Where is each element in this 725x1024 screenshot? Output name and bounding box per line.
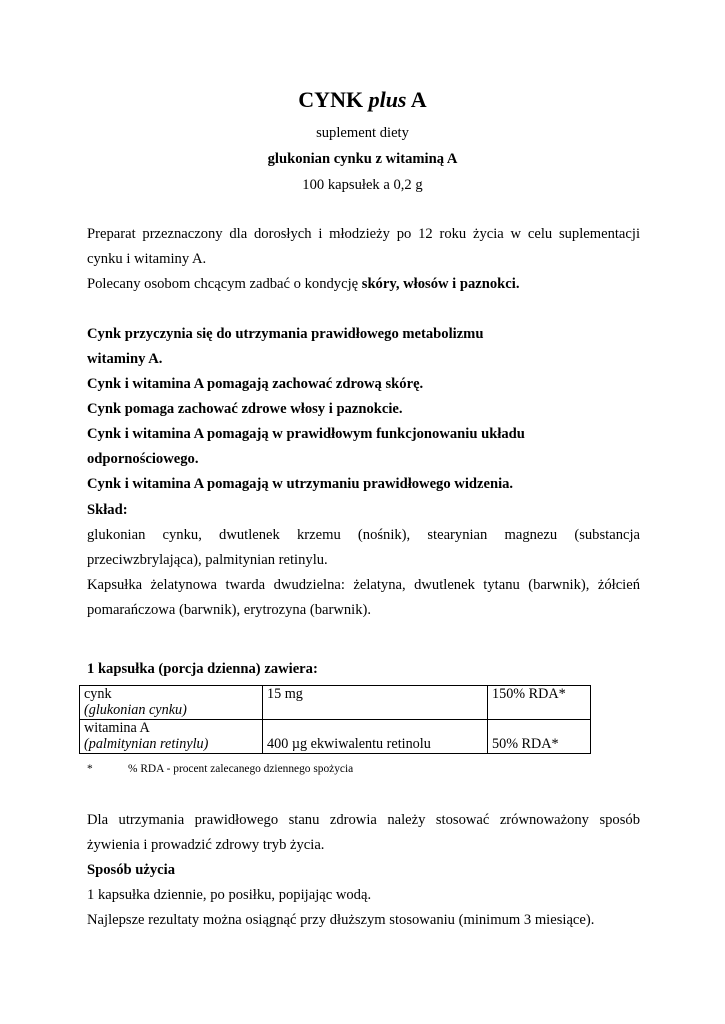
intro-recommendation: Polecany osobom chcącym zadbać o kondycję skóry, włosów i paznokci. xyxy=(87,276,520,292)
rda-cell: 150% RDA* xyxy=(488,686,591,720)
table-row xyxy=(80,686,591,720)
title-italic-word: plus xyxy=(368,87,407,112)
ingredient-cell: witamina A (palmitynian retinylu) xyxy=(80,720,263,754)
health-claims xyxy=(87,322,532,497)
package-info: 100 kapsułek a 0,2 g xyxy=(302,177,423,193)
amount-cell: 400 µg ekwiwalentu retinolu xyxy=(263,720,488,754)
dose-table xyxy=(79,685,591,754)
amount-cell: 15 mg xyxy=(263,686,488,720)
dose-heading: 1 kapsułka (porcja dzienna) zawiera: xyxy=(87,661,318,677)
rda-footnote: * % RDA - procent zalecanego dziennego spożycia xyxy=(87,763,354,775)
claim-item: Cynk i witamina A pomagają w utrzymaniu prawidłowego widzenia. xyxy=(87,476,514,492)
intro-paragraph: Preparat przeznaczony dla dorosłych i młodzieży po 12 roku życia w celu suplementacji cynku i witaminy A. xyxy=(87,226,640,267)
claim-item: Cynk przyczynia się do utrzymania prawidłowego metabolizmu witaminy A. xyxy=(87,326,484,367)
composition-paragraph: glukonian cynku, dwutlenek krzemu (nośnik), stearynian magnezu (substancja przeciwzbrylająca), palmitynian retinylu. xyxy=(87,527,640,568)
table-row xyxy=(80,720,591,754)
claim-item: Cynk i witamina A pomagają w prawidłowym funkcjonowaniu układu odpornościowego. xyxy=(87,426,525,467)
rda-cell: 50% RDA* xyxy=(488,720,591,754)
usage-line-1: 1 kapsułka dziennie, po posiłku, popijając wodą. xyxy=(87,887,372,903)
composition-heading: Skład: xyxy=(87,502,128,518)
product-subtitle: suplement diety xyxy=(316,125,409,141)
ingredient-cell: cynk (glukonian cynku) xyxy=(80,686,263,720)
capsule-paragraph: Kapsułka żelatynowa twarda dwudzielna: żelatyna, dwutlenek tytanu (barwnik), żółcień pomarańczowa (barwnik), erytrozyna (barwnik). xyxy=(87,577,640,618)
ingredient-line: glukonian cynku z witaminą A xyxy=(267,151,458,167)
usage-line-2: Najlepsze rezultaty można osiągnąć przy dłuższym stosowaniu (minimum 3 miesiące). xyxy=(87,912,595,928)
claim-item: Cynk pomaga zachować zdrowe włosy i paznokcie. xyxy=(87,401,403,417)
product-title: CYNK plus A xyxy=(298,87,427,112)
health-note: Dla utrzymania prawidłowego stanu zdrowia należy stosować zrównoważony sposób żywienia i prowadzić zdrowy tryb życia. xyxy=(87,812,640,853)
claim-item: Cynk i witamina A pomagają zachować zdrową skórę. xyxy=(87,376,424,392)
usage-heading: Sposób użycia xyxy=(87,862,175,878)
